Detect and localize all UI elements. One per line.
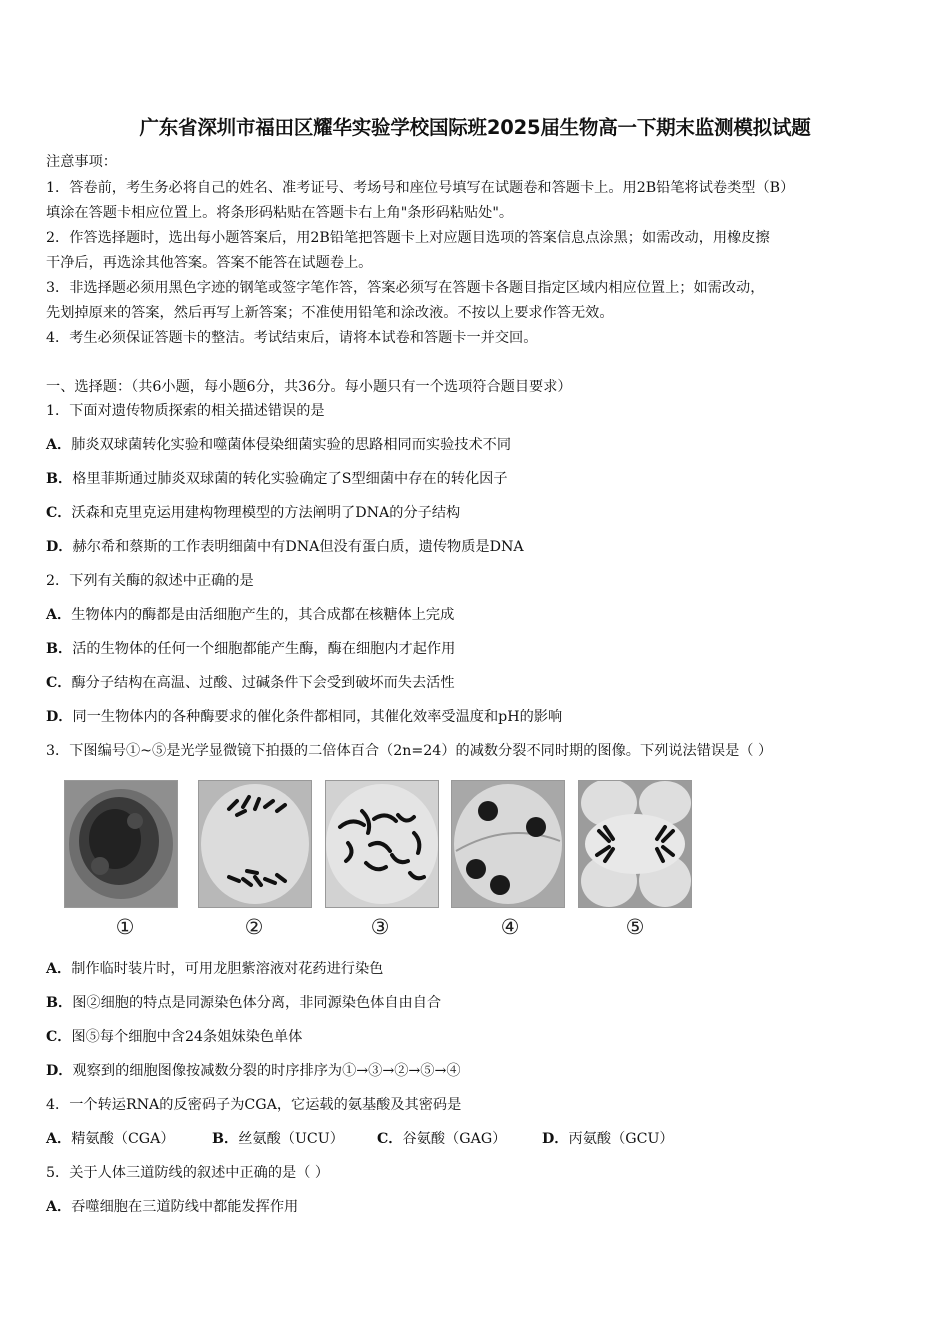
option-key: B． [46, 471, 73, 487]
option-text: 沃森和克里克运用建构物理模型的方法阐明了DNA的分子结构 [71, 505, 461, 521]
option-key: A． [46, 437, 72, 453]
figure-label: ③ [370, 915, 390, 939]
figure-label: ⑤ [625, 915, 645, 939]
option-key: D． [46, 709, 73, 725]
option-key: C． [46, 675, 72, 691]
answer-option [46, 1197, 298, 1217]
option-key: C． [46, 1029, 72, 1045]
option-key: B． [46, 641, 73, 657]
question-stem: 4．一个转运RNA的反密码子为CGA，它运载的氨基酸及其密码是 [46, 1097, 462, 1113]
question-stem: 3．下图编号①~⑤是光学显微镜下拍摄的二倍体百合（2n=24）的减数分裂不同时期的图像。下列说法错误是（ ） [46, 743, 773, 759]
answer-option [46, 959, 383, 979]
notice-line: 2．作答选择题时，选出每小题答案后，用2B铅笔把答题卡上对应题目选项的答案信息点涂黑；如需改动，用橡皮擦 [46, 230, 770, 246]
figure-label: ② [244, 915, 264, 939]
option-key: D． [46, 539, 73, 555]
answer-option [46, 537, 524, 557]
option-text: 丙氨酸（GCU） [568, 1131, 674, 1147]
micrograph-3 [325, 780, 439, 908]
answer-option [377, 1129, 506, 1149]
option-text: 生物体内的酶都是由活细胞产生的，其合成都在核糖体上完成 [71, 607, 455, 623]
option-text: 制作临时装片时，可用龙胆紫溶液对花药进行染色 [71, 961, 384, 977]
micrograph-figure-strip [64, 780, 694, 940]
option-key: A． [46, 1131, 72, 1147]
option-text: 活的生物体的任何一个细胞都能产生酶，酶在细胞内才起作用 [72, 641, 456, 657]
option-key: A． [46, 961, 72, 977]
question-stem: 1．下面对遗传物质探索的相关描述错误的是 [46, 403, 325, 419]
option-key: C． [46, 505, 72, 521]
micrograph-5 [578, 780, 692, 908]
option-text: 赫尔希和蔡斯的工作表明细菌中有DNA但没有蛋白质，遗传物质是DNA [72, 539, 524, 555]
notice-line: 填涂在答题卡相应位置上。将条形码粘贴在答题卡右上角"条形码粘贴处"。 [46, 205, 514, 221]
option-text: 丝氨酸（UCU） [238, 1131, 344, 1147]
answer-option [46, 605, 454, 625]
figure-label: ④ [500, 915, 520, 939]
option-key: A． [46, 1199, 72, 1215]
page-title: 广东省深圳市福田区耀华实验学校国际班2025届生物高一下期末监测模拟试题 [139, 116, 811, 139]
option-text: 同一生物体内的各种酶要求的催化条件都相同，其催化效率受温度和pH的影响 [72, 709, 563, 725]
option-text: 格里菲斯通过肺炎双球菌的转化实验确定了S型细菌中存在的转化因子 [72, 471, 508, 487]
option-text: 图⑤每个细胞中含24条姐妹染色单体 [71, 1029, 303, 1045]
option-text: 肺炎双球菌转化实验和噬菌体侵染细菌实验的思路相同而实验技术不同 [71, 437, 512, 453]
figure-label: ① [115, 915, 135, 939]
notice-line: 干净后，再选涂其他答案。答案不能答在试题卷上。 [46, 255, 373, 271]
answer-option [46, 673, 455, 693]
answer-option [46, 469, 508, 489]
question-stem: 2．下列有关酶的叙述中正确的是 [46, 573, 254, 589]
micrograph-4 [451, 780, 565, 908]
answer-option [46, 503, 460, 523]
answer-option [46, 1027, 302, 1047]
micrograph-2 [198, 780, 312, 908]
option-text: 谷氨酸（GAG） [402, 1131, 507, 1147]
notice-line: 3．非选择题必须用黑色字迹的钢笔或签字笔作答，答案必须写在答题卡各题目指定区域内相应位置上；如需改动， [46, 280, 765, 296]
answer-option [46, 435, 511, 455]
option-text: 酶分子结构在高温、过酸、过碱条件下会受到破坏而失去活性 [71, 675, 455, 691]
option-key: D． [46, 1063, 73, 1079]
option-text: 观察到的细胞图像按减数分裂的时序排序为①→③→②→⑤→④ [72, 1063, 461, 1079]
notice-line: 4．考生必须保证答题卡的整洁。考试结束后，请将本试卷和答题卡一并交回。 [46, 330, 538, 346]
answer-option [46, 1061, 461, 1081]
notice-heading: 注意事项： [46, 154, 117, 170]
option-key: B． [46, 995, 73, 1011]
option-key: A． [46, 607, 72, 623]
option-text: 吞噬细胞在三道防线中都能发挥作用 [71, 1199, 299, 1215]
question-stem: 5．关于人体三道防线的叙述中正确的是（ ） [46, 1165, 330, 1181]
answer-option [542, 1129, 674, 1149]
option-key: B． [212, 1131, 239, 1147]
micrograph-1 [64, 780, 178, 908]
option-key: D． [542, 1131, 569, 1147]
option-key: C． [377, 1131, 403, 1147]
answer-option [46, 1129, 175, 1149]
answer-option [46, 993, 441, 1013]
option-text: 精氨酸（CGA） [71, 1131, 175, 1147]
notice-line: 1．答卷前，考生务必将自己的姓名、准考证号、考场号和座位号填写在试题卷和答题卡上。用2B铅笔将试卷类型（B） [46, 180, 795, 196]
answer-option [212, 1129, 344, 1149]
answer-option [46, 639, 455, 659]
answer-option [46, 707, 562, 727]
option-text: 图②细胞的特点是同源染色体分离，非同源染色体自由自合 [72, 995, 442, 1011]
notice-line: 先划掉原来的答案，然后再写上新答案；不准使用铅笔和涂改液。不按以上要求作答无效。 [46, 305, 614, 321]
section-heading: 一、选择题：（共6小题，每小题6分，共36分。每小题只有一个选项符合题目要求） [46, 379, 572, 395]
